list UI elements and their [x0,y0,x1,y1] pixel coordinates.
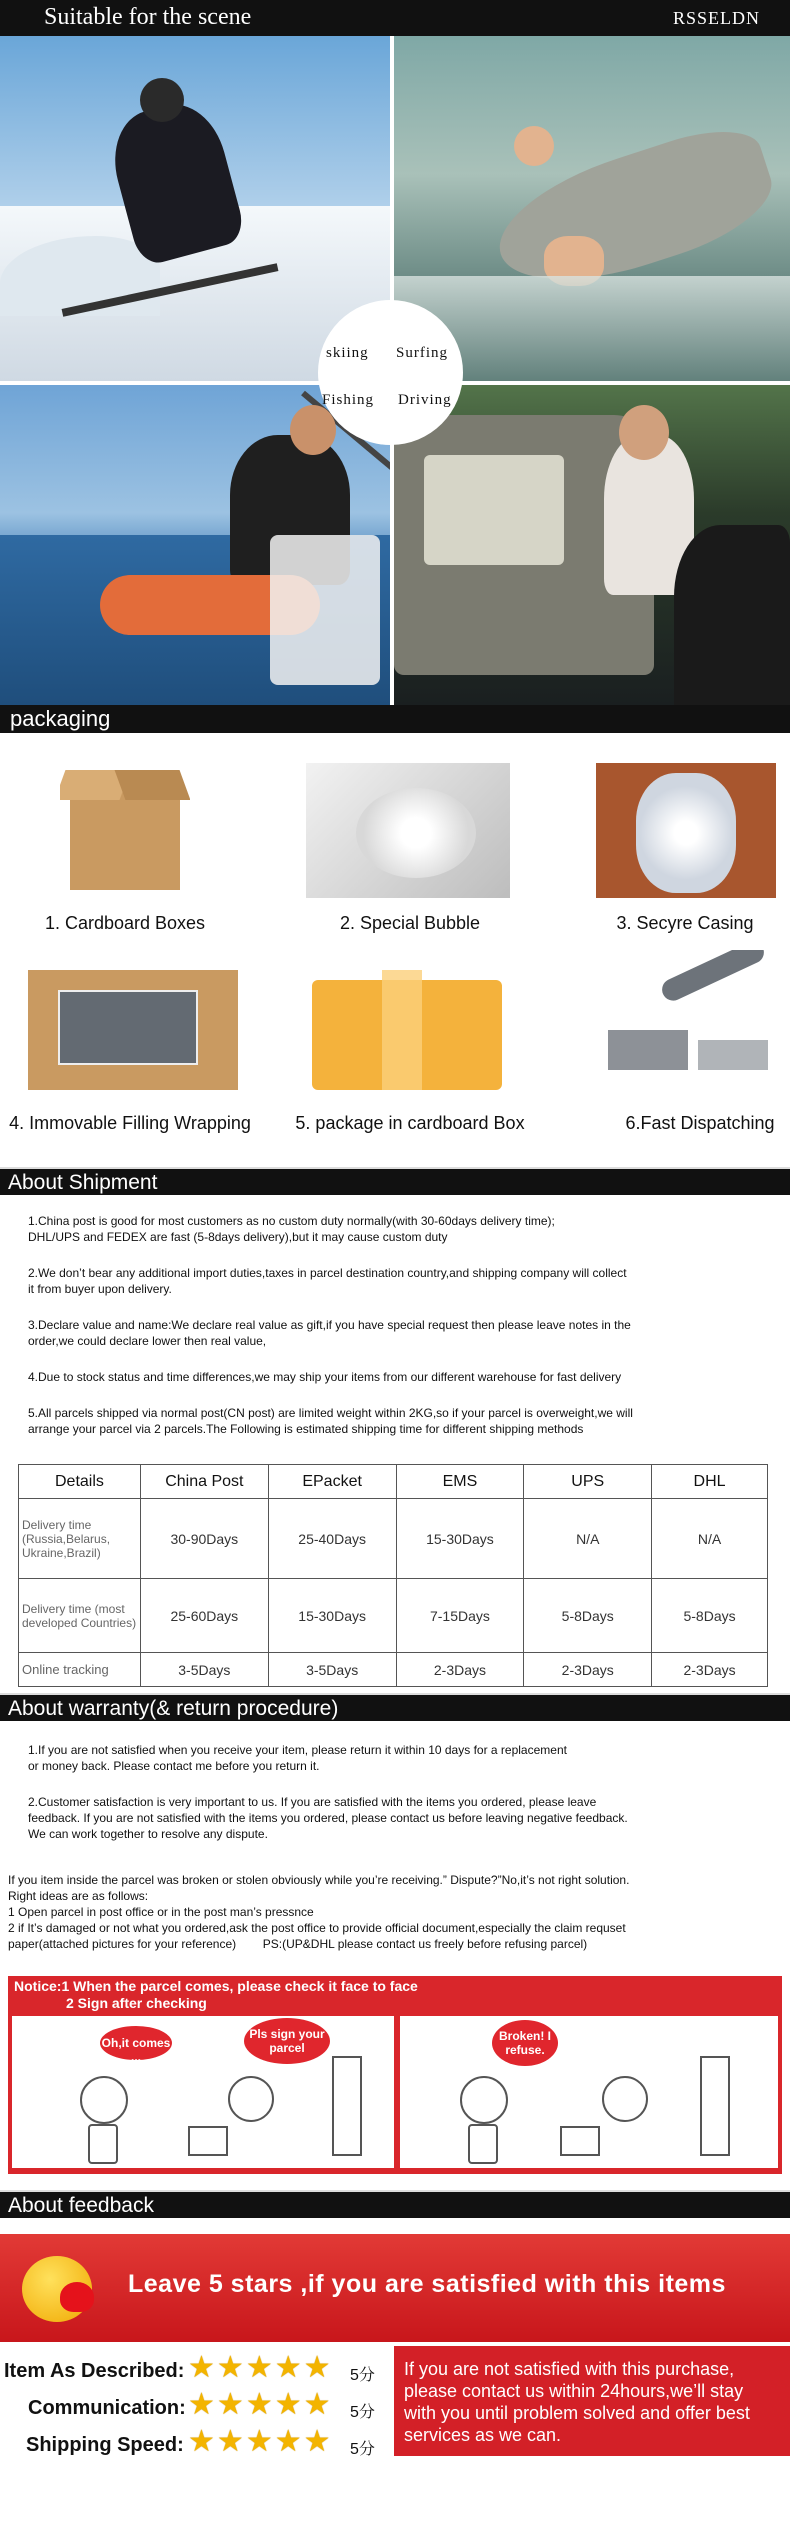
feedback-banner-text: Leave 5 stars ,if you are satisfied with this items [128,2270,726,2298]
table-cell: 15-30Days [396,1499,524,1579]
star-icon: ★ [303,2388,331,2421]
table-cell: 7-15Days [396,1579,524,1653]
fishing-photo [0,385,390,705]
surfing-photo [394,36,790,381]
table-cell: 15-30Days [268,1579,396,1653]
notice-box [8,1976,782,2174]
rating-stars-item [188,2350,333,2385]
rating-stars-communication [188,2387,333,2422]
th-epacket: EPacket [268,1465,396,1499]
table-row [19,1653,768,1687]
feedback-heading: About feedback [0,2190,790,2218]
pack-label-1: 1. Cardboard Boxes [44,913,206,933]
star-icon: ★ [216,2425,244,2458]
star-icon: ★ [188,2425,215,2458]
th-details: Details [19,1465,141,1499]
star-icon: ★ [245,2351,273,2384]
table-cell: 2-3Days [396,1653,524,1687]
filling-wrapping-image [18,945,248,1095]
warranty-p1-line2: or money back. Please contact me before you return it. [28,1759,320,1773]
secure-casing-image [596,763,776,898]
star-icon: ★ [188,2388,215,2421]
table-cell: N/A [524,1499,652,1579]
warranty-heading: About warranty(& return procedure) [0,1693,790,1721]
feedback-message-box: If you are not satisfied with this purchase, please contact us within 24hours,we’ll stay with you until problem solved and offer best services as we can. [394,2346,790,2456]
label-skiing: skiing [326,345,369,361]
heart-icon [60,2282,94,2312]
dispute-line5: paper(attached pictures for your reference) PS:(UP&DHL please contact us freely before refusing parcel) [8,1937,588,1951]
notice-line1: Notice:1 When the parcel comes, please check it face to face [14,1978,418,1994]
star-icon: ★ [216,2351,244,2384]
label-surfing: Surfing [396,345,448,361]
bubble-oh-it-comes: Oh,it comes ... [100,2026,172,2060]
rating-label-communication: Communication: [28,2397,186,2419]
table-row [19,1499,768,1579]
star-icon: ★ [245,2425,273,2458]
shipment-p5-line2: arrange your parcel via 2 parcels.The Following is estimated shipping time for different shipping methods [28,1422,584,1436]
table-cell: 2-3Days [652,1653,768,1687]
shipment-p3-line2: order,we could declare lower then real value, [28,1334,267,1348]
bubble-broken: Broken! I refuse. [492,2020,558,2066]
fast-dispatching-image [598,950,784,1090]
table-cell: 3-5Days [268,1653,396,1687]
row-label: Delivery time (most developed Countries) [19,1579,141,1653]
dispute-line2: Right ideas are as follows: [8,1889,149,1903]
table-cell: 25-60Days [140,1579,268,1653]
feedback-banner [0,2234,790,2342]
shipment-heading: About Shipment [0,1167,790,1195]
rating-score-shipping: 5分 [350,2441,375,2458]
dispute-line3: 1 Open parcel in post office or in the post man’s pressnce [8,1905,314,1919]
table-cell: 3-5Days [140,1653,268,1687]
star-icon: ★ [274,2351,302,2384]
table-cell: 2-3Days [524,1653,652,1687]
th-china-post: China Post [140,1465,268,1499]
label-driving: Driving [398,392,452,408]
th-dhl: DHL [652,1465,768,1499]
shipment-p1-line2: DHL/UPS and FEDEX are fast (5-8days delivery),but it may cause custom duty [28,1230,448,1244]
shipment-p1-line1: 1.China post is good for most customers as no custom duty normally(with 30-60days delivery time); [28,1214,555,1228]
star-icon: ★ [303,2351,331,2384]
shipment-p4-line1: 4.Due to stock status and time differences,we may ship your items from our different warehouse for fast delivery [28,1370,622,1384]
driving-photo [394,385,790,705]
pack-label-3: 3. Secyre Casing [616,913,754,933]
notice-line2: 2 Sign after checking [66,1995,207,2011]
star-icon: ★ [274,2425,302,2458]
label-fishing: Fishing [322,392,375,408]
table-row [19,1579,768,1653]
star-icon: ★ [303,2425,331,2458]
th-ups: UPS [524,1465,652,1499]
star-icon: ★ [216,2388,244,2421]
row-label: Online tracking [19,1653,141,1687]
pack-label-5: 5. package in cardboard Box [295,1113,525,1133]
scene-labels-circle [318,300,463,445]
table-cell: N/A [652,1499,768,1579]
bubble-pls-sign: Pls sign your parcel [244,2018,330,2064]
table-cell: 30-90Days [140,1499,268,1579]
rating-label-item: Item As Described: [4,2360,185,2382]
th-ems: EMS [396,1465,524,1499]
scene-title: Suitable for the scene [44,4,252,30]
rating-score-communication: 5分 [350,2404,375,2421]
shipment-p2-line1: 2.We don’t bear any additional import duties,taxes in parcel destination country,and shipping company will collect [28,1266,627,1280]
rating-stars-shipping [188,2424,333,2459]
table-cell: 25-40Days [268,1499,396,1579]
warranty-p2-line3: We can work together to resolve any dispute. [28,1827,268,1841]
table-cell: 5-8Days [652,1579,768,1653]
warranty-p2-line2: feedback. If you are not satisfied with the items you ordered, please contact us before leaving negative feedback. [28,1811,628,1825]
bubble-wrap-image [306,763,510,898]
shipment-p2-line2: it from buyer upon delivery. [28,1282,172,1296]
pack-label-4: 4. Immovable Filling Wrapping [9,1113,251,1133]
rating-label-shipping: Shipping Speed: [26,2434,184,2456]
packaging-heading: packaging [0,705,790,733]
rating-score-item: 5分 [350,2367,375,2384]
brand-name: RSSELDN [672,8,760,28]
pack-label-6: 6.Fast Dispatching [625,1113,775,1133]
star-icon: ★ [245,2388,273,2421]
cardboard-package-image [312,970,512,1090]
warranty-p1-line1: 1.If you are not satisfied when you receive your item, please return it within 10 days for a replacement [28,1743,567,1757]
notice-panel-left [12,2016,394,2168]
shipping-table [18,1464,768,1687]
top-banner [0,0,790,36]
dispute-line4: 2 if It’s damaged or not what you ordered,ask the post office to provide official document,especially the claim requset [8,1921,626,1935]
shipment-p3-line1: 3.Declare value and name:We declare real value as gift,if you have special request then please leave notes in the [28,1318,631,1332]
star-icon: ★ [274,2388,302,2421]
cardboard-box-image [60,760,190,895]
warranty-p2-line1: 2.Customer satisfaction is very important to us. If you are satisfied with the items you ordered, please leave [28,1795,597,1809]
pack-label-2: 2. Special Bubble [339,913,481,933]
row-label: Delivery time (Russia,Belarus, Ukraine,Brazil) [19,1499,141,1579]
dispute-line1: If you item inside the parcel was broken or stolen obviously while you’re receiving.” Dispute?”No,it’s not right solution. [8,1873,630,1887]
notice-panel-right [400,2016,778,2168]
shipment-p5-line1: 5.All parcels shipped via normal post(CN post) are limited weight within 2KG,so if your parcel is overweight,we will [28,1406,633,1420]
table-cell: 5-8Days [524,1579,652,1653]
star-icon: ★ [188,2351,215,2384]
